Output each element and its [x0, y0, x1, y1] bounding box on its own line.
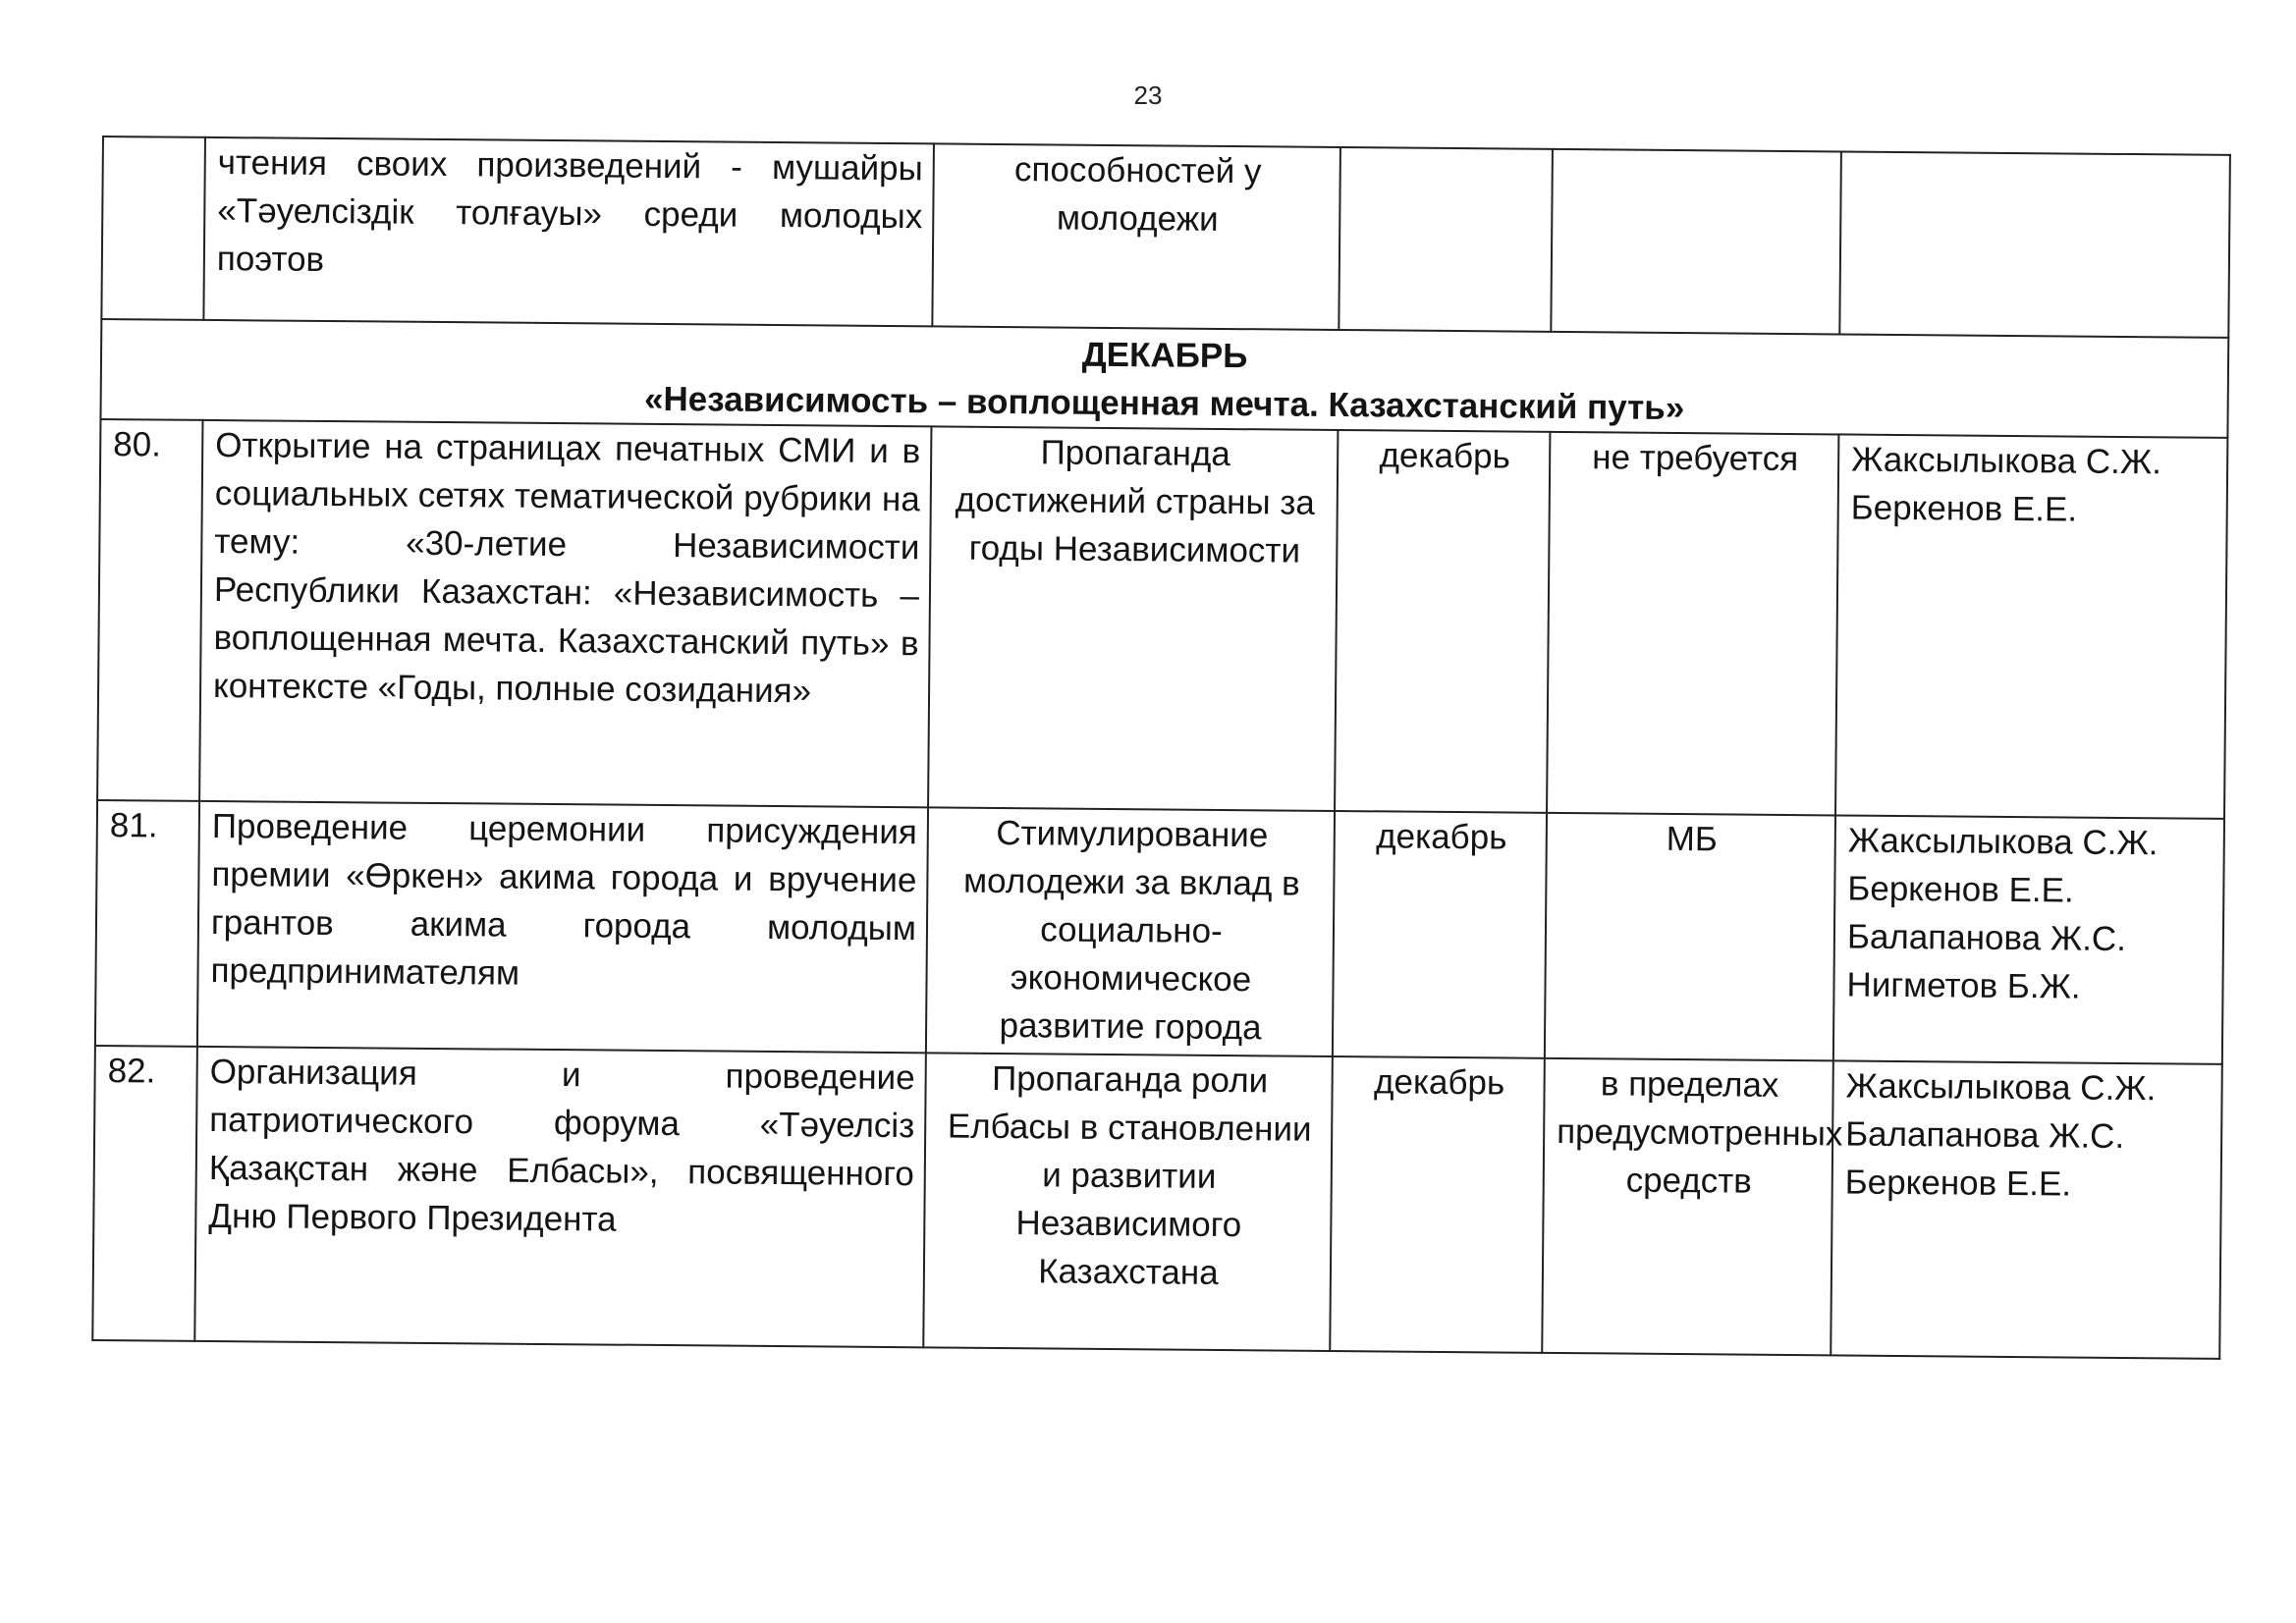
event-period [1339, 147, 1553, 332]
event-funding: в пределах предусмотренных средств [1542, 1058, 1833, 1356]
event-purpose: Пропаганда роли Елбасы в становлении и развитии Независимого Казахстана [923, 1053, 1333, 1351]
responsible-person: Жаксылыкова С.Ж. [1847, 821, 2159, 863]
event-funding: не требуется [1547, 432, 1838, 816]
section-header-row [100, 319, 2228, 438]
responsible-person: Жаксылыкова С.Ж. [1845, 1066, 2157, 1109]
row-number: 82. [92, 1046, 197, 1341]
event-description: Организация и проведение патриотического форума «Тәуелсіз Қазақстан және Елбасы», посвященного Дню Первого Президента [194, 1047, 926, 1347]
event-description: Открытие на страницах печатных СМИ и в социальных сетях тематической рубрики на тему: «30-летие Независимости Республики Казахстан: «Независимость – воплощенная мечта. Казахстанский путь» в контексте «Годы, полные созидания» [199, 420, 931, 807]
responsible-person: Жаксылыкова С.Ж. [1851, 440, 2162, 482]
event-description: Проведение церемонии присуждения премии «Өркен» акима города и вручение грантов акима города молодым предпринимателям [197, 801, 928, 1053]
responsible-person: Беркенов Е.Е. [1847, 869, 2074, 910]
responsible-person: Балапанова Ж.С. [1845, 1114, 2125, 1157]
event-responsible [1833, 815, 2224, 1063]
event-period: декабрь [1330, 1056, 1545, 1353]
section-theme: «Независимость – воплощенная мечта. Казахстанский путь» [643, 379, 1685, 428]
event-period: декабрь [1333, 811, 1547, 1058]
row-number: 80. [97, 419, 202, 801]
responsible-person: Беркенов Е.Е. [1850, 488, 2078, 529]
page-number: 23 [1133, 81, 1163, 110]
responsible-person: Балапанова Ж.С. [1846, 917, 2127, 959]
section-month: ДЕКАБРЬ [1081, 335, 1248, 376]
event-funding [1551, 149, 1841, 335]
event-description: чтения своих произведений - мушайры «Тәуелсіздік толғауы» среди молодых поэтов [203, 137, 934, 326]
event-purpose: Стимулирование молодежи за вклад в социально-экономическое развитие города [926, 807, 1335, 1056]
section-header [100, 319, 2228, 438]
responsible-person: Нигметов Б.Ж. [1846, 965, 2081, 1006]
table-row-81 [95, 800, 2224, 1064]
row-number [101, 136, 205, 320]
event-purpose: Пропаганда достижений страны за годы Независимости [928, 426, 1338, 811]
event-responsible [1839, 151, 2230, 337]
event-purpose: способностей у молодежи [932, 143, 1340, 330]
table-row-82 [92, 1046, 2222, 1359]
table-row-80 [97, 419, 2227, 819]
events-table [91, 135, 2231, 1360]
event-responsible [1831, 1060, 2222, 1358]
responsible-person: Беркенов Е.Е. [1844, 1163, 2072, 1204]
table-row-continuation [101, 136, 2230, 338]
event-period: декабрь [1335, 430, 1550, 813]
row-number: 81. [95, 800, 199, 1047]
event-funding: МБ [1545, 813, 1835, 1061]
event-responsible [1835, 434, 2227, 818]
